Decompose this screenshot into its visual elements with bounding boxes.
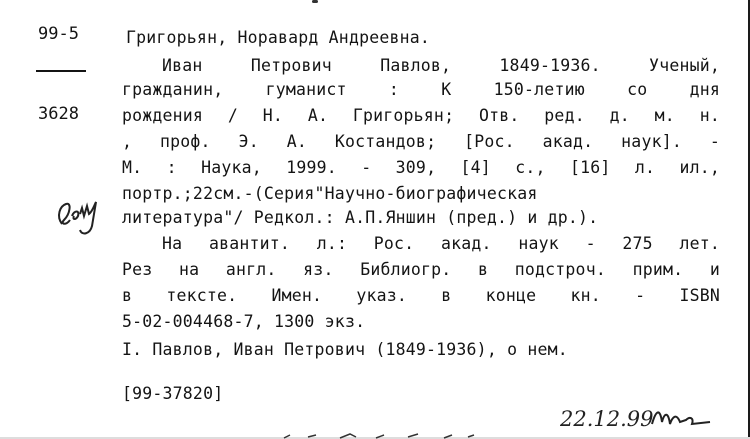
- entry-imprint: М. : Наука, 1999. - 309, [4] с., [16] л. ил.,: [122, 158, 720, 177]
- handwritten-date-stamp: [560, 400, 720, 434]
- entry-series-continued: литература"/ Редкол.: А.П.Яншин (пред.) и др.).: [122, 208, 599, 227]
- classification-number: 3628: [38, 104, 79, 124]
- entry-isbn-continued: 5-02-004468-7, 1300 экз.: [122, 312, 366, 331]
- author-heading: Григорьян, Норавард Андреевна.: [126, 28, 431, 47]
- entry-responsibility: рождения / Н. А. Григорьян; Отв. ред. д. м. н.: [122, 106, 720, 125]
- entry-note-continued: Рез на англ. яз. Библиогр. в подстроч. прим. и: [122, 260, 720, 279]
- classification-divider: [36, 70, 86, 72]
- date-stamp-text: 22.12.99: [560, 407, 654, 431]
- record-number: [99-37820]: [122, 384, 224, 403]
- entry-series: портр.;22см.-(Серия"Научно-биографическая: [122, 184, 538, 203]
- ink-smudge: [312, 0, 318, 3]
- subject-heading: I. Павлов, Иван Петрович (1849-1936), о нем.: [122, 340, 568, 359]
- handwritten-initials: [52, 186, 108, 242]
- bottom-scribble: [280, 432, 480, 439]
- entry-title-continued: гражданин, гуманист : К 150-летию со дня: [122, 80, 720, 99]
- entry-isbn: в тексте. Имен. указ. в конце кн. - ISBN: [122, 286, 720, 305]
- entry-note: На авантит. л.: Рос. акад. наук - 275 лет.: [162, 234, 720, 253]
- entry-responsibility-continued: , проф. Э. А. Костандов; [Рос. акад. наук]. -: [122, 132, 720, 151]
- entry-title: Иван Петрович Павлов, 1849-1936. Ученый,: [162, 56, 720, 75]
- classification-code: 99-5: [38, 24, 79, 44]
